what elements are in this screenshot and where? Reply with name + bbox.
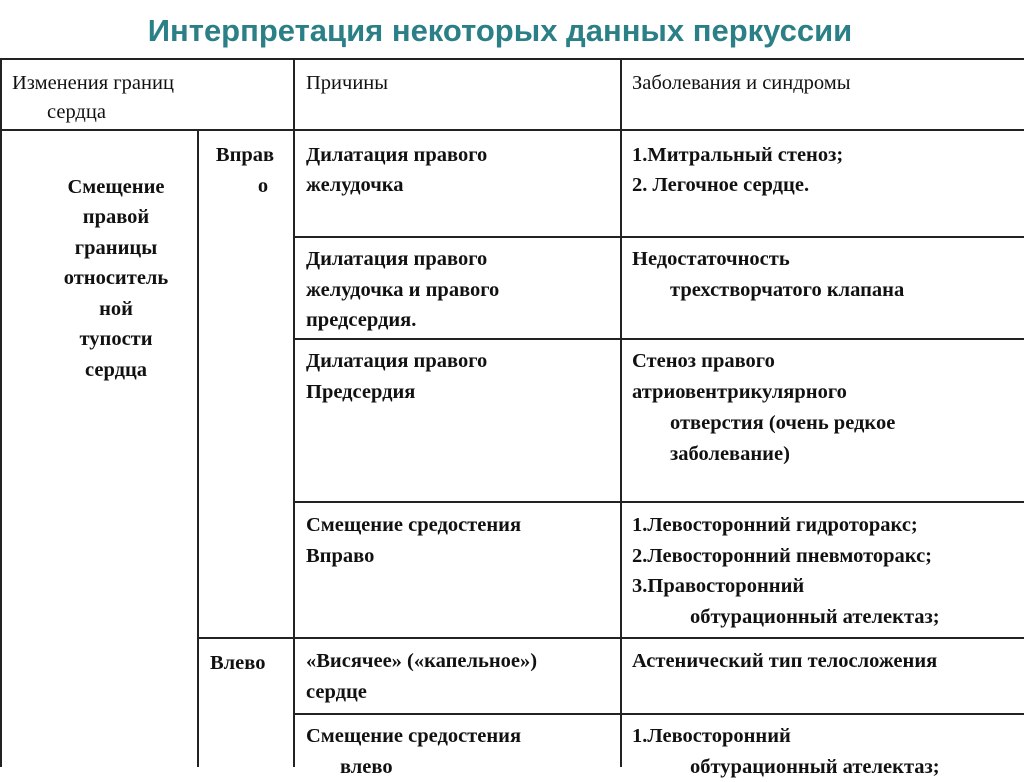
cause-line: влево — [340, 756, 393, 778]
disease-line: обтурационный ателектаз; — [690, 756, 940, 778]
table-border-left — [0, 58, 2, 767]
column-divider — [197, 129, 199, 767]
header-diseases: Заболевания и синдромы — [632, 72, 851, 94]
header-changes-line-1: Изменения границ — [12, 72, 174, 94]
row-divider — [293, 236, 1024, 238]
table-header-divider — [0, 129, 1024, 131]
row-divider — [293, 713, 1024, 715]
cause-line: желудочка — [306, 174, 404, 196]
group-label-line: правой — [82, 206, 150, 228]
disease-line: Астенический тип телосложения — [632, 650, 938, 672]
disease-line: Недостаточность — [632, 248, 790, 270]
disease-line: 1.Левосторонний — [632, 725, 791, 747]
header-changes-line-2: сердца — [47, 101, 106, 123]
cause-line: Дилатация правого — [306, 144, 488, 166]
row-divider — [197, 637, 1024, 639]
disease-line: трехстворчатого клапана — [670, 279, 905, 301]
slide-title: Интерпретация некоторых данных перкуссии — [147, 13, 853, 48]
cause-line: Дилатация правого — [306, 248, 488, 270]
cause-line: Предсердия — [306, 381, 416, 403]
subgroup-left: Влево — [210, 652, 266, 674]
group-label-line: Смещение — [67, 176, 165, 198]
group-label-line: сердца — [84, 359, 148, 381]
disease-line: заболевание) — [670, 443, 790, 465]
table-border-top — [0, 58, 1024, 60]
disease-line: 1.Левосторонний гидроторакс; — [632, 514, 918, 536]
disease-line: 2. Легочное сердце. — [632, 174, 810, 196]
group-label-line: тупости — [79, 328, 153, 350]
row-divider — [293, 338, 1024, 340]
cause-line: Смещение средостения — [306, 725, 522, 747]
disease-line: отверстия (очень редкое — [670, 412, 896, 434]
disease-line: 3.Правосторонний — [632, 575, 805, 597]
subgroup-right-line: о — [257, 175, 269, 197]
subgroup-right-line: Вправ — [215, 144, 275, 166]
header-causes: Причины — [306, 72, 389, 94]
cause-line: Смещение средостения — [306, 514, 522, 536]
disease-line: атриовентрикулярного — [632, 381, 847, 403]
cause-line: Вправо — [306, 545, 375, 567]
disease-line: 2.Левосторонний пневмоторакс; — [632, 545, 933, 567]
group-label-line: относитель — [63, 267, 169, 289]
cause-line: предсердия. — [306, 309, 417, 331]
column-divider — [620, 58, 622, 767]
cause-line: Дилатация правого — [306, 350, 488, 372]
disease-line: 1.Митральный стеноз; — [632, 144, 844, 166]
disease-line: Стеноз правого — [632, 350, 775, 372]
group-label-line: границы — [74, 237, 158, 259]
group-label-line: ной — [99, 298, 133, 320]
cause-line: желудочка и правого — [306, 279, 500, 301]
column-divider — [293, 58, 295, 767]
disease-line: обтурационный ателектаз; — [690, 606, 940, 628]
cause-line: «Висячее» («капельное») — [306, 650, 538, 672]
row-divider — [293, 501, 1024, 503]
cause-line: сердце — [306, 681, 367, 703]
